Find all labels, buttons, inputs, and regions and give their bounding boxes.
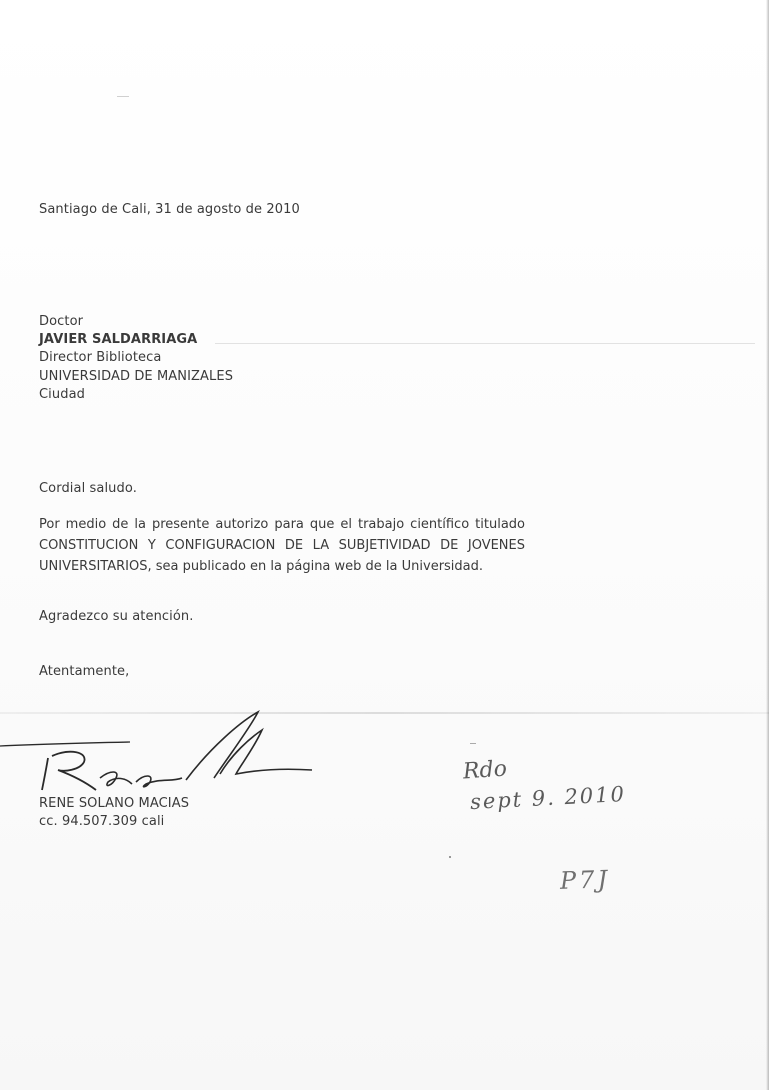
recipient-name: JAVIER SALDARRIAGA [39, 332, 198, 347]
pen-dot [449, 856, 451, 858]
thanks-line: Agradezco su atención. [39, 609, 194, 624]
reviewer-initials: P7J [559, 865, 611, 895]
signer-id: cc. 94.507.309 cali [39, 814, 165, 829]
closing-line: Atentamente, [39, 664, 130, 679]
received-date: sept 9. 2010 [469, 781, 627, 815]
body-paragraph: Por medio de la presente autorizo para que el trabajo científico titulado CONSTITUCION Y CONFIGURACION DE LA SUBJETIVIDAD DE JOVENES UNIVERSITARIOS, sea publicado en la página web de la Universidad. [39, 517, 525, 574]
recipient-institution: UNIVERSIDAD DE MANIZALES [39, 369, 234, 384]
date-line: Santiago de Cali, 31 de agosto de 2010 [39, 202, 300, 217]
recipient-position: Director Biblioteca [39, 350, 162, 365]
received-note: Rdo [462, 756, 508, 785]
greeting: Cordial saludo. [39, 481, 137, 496]
handwritten-signature [0, 708, 330, 798]
scan-mark [117, 96, 129, 97]
scan-rule [215, 343, 755, 344]
signer-name: RENE SOLANO MACIAS [39, 796, 190, 811]
pen-dot [470, 743, 476, 744]
recipient-city: Ciudad [39, 387, 85, 402]
recipient-title: Doctor [39, 314, 84, 329]
